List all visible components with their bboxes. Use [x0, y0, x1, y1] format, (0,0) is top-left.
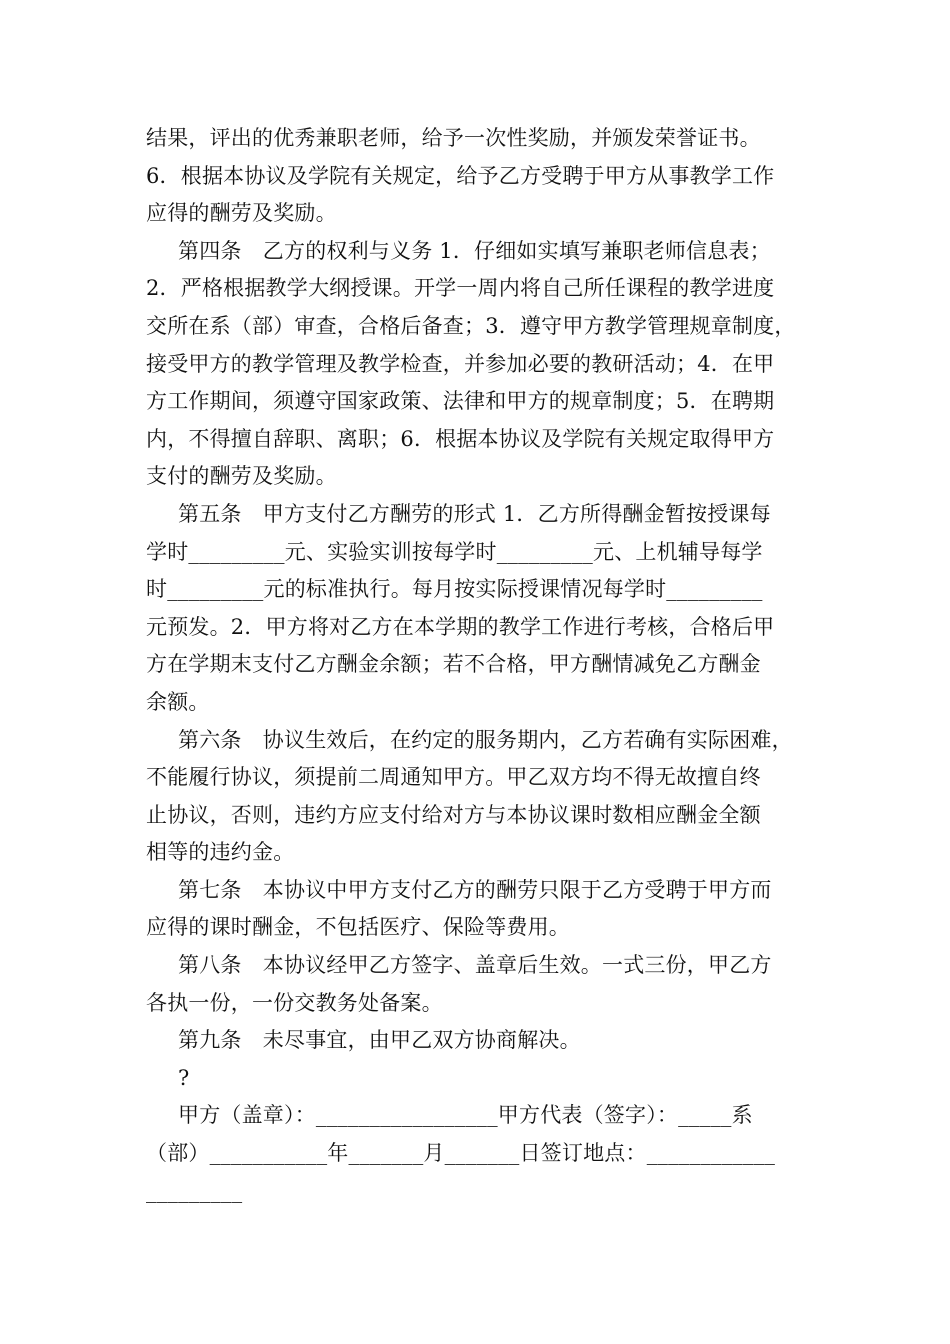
text-line: 各执一份，一份交教务处备案。: [146, 990, 443, 1015]
text-line: 第六条 协议生效后，在约定的服务期内，乙方若确有实际困难，: [178, 727, 793, 752]
text-line: 不能履行协议，须提前二周通知甲方。甲乙双方均不得无故擅自终: [146, 765, 761, 790]
text-line: 应得的课时酬金，不包括医疗、保险等费用。: [146, 915, 570, 940]
document-body: [146, 120, 806, 1210]
text-line: 内，不得擅自辞职、离职；6．根据本协议及学院有关规定取得甲方: [146, 426, 775, 451]
text-line: 应得的酬劳及奖励。: [146, 201, 337, 226]
text-line: 第九条 未尽事宜，由甲乙双方协商解决。: [178, 1028, 581, 1053]
text-line: 余额。: [146, 689, 210, 714]
text-line: 第八条 本协议经甲乙方签字、盖章后生效。一式三份，甲乙方: [178, 953, 772, 978]
text-line: 相等的违约金。: [146, 840, 295, 865]
text-line: 止协议，否则，违约方应支付给对方与本协议课时数相应酬金全额: [146, 802, 761, 827]
text-line: 第五条 甲方支付乙方酬劳的形式 1．乙方所得酬金暂按授课每: [178, 501, 771, 526]
text-line: 第七条 本协议中甲方支付乙方的酬劳只限于乙方受聘于甲方而: [178, 877, 772, 902]
text-line: 学时_________元、实验实训按每学时_________元、上机辅导每学: [146, 539, 763, 564]
text-line: 结果，评出的优秀兼职老师，给予一次性奖励，并颁发荣誉证书。: [146, 126, 761, 150]
text-line: 时_________元的标准执行。每月按实际授课情况每学时_________: [146, 577, 763, 602]
text-line: _________: [146, 1178, 243, 1203]
text-line: 甲方（盖章）：_________________甲方代表（签字）：_____系: [178, 1103, 753, 1128]
text-line: 支付的酬劳及奖励。: [146, 464, 337, 489]
text-line: 接受甲方的教学管理及教学检查，并参加必要的教研活动；4．在甲: [146, 351, 775, 376]
text-line: 元预发。2．甲方将对乙方在本学期的教学工作进行考核，合格后甲: [146, 614, 775, 639]
text-line: 6．根据本协议及学院有关规定，给予乙方受聘于甲方从事教学工作: [146, 163, 775, 188]
text-line: 第四条 乙方的权利与义务 1．仔细如实填写兼职老师信息表；: [178, 238, 771, 263]
text-line: 2．严格根据教学大纲授课。开学一周内将自己所任课程的教学进度: [146, 276, 775, 301]
text-line: （部）___________年_______月_______日签订地点：____________: [146, 1141, 776, 1166]
text-line: 交所在系（部）审查，合格后备查；3．遵守甲方教学管理规章制度，: [146, 313, 796, 338]
text-line: 方工作期间，须遵守国家政策、法律和甲方的规章制度；5．在聘期: [146, 389, 775, 414]
text-line: 方在学期末支付乙方酬金余额；若不合格，甲方酬情减免乙方酬金: [146, 652, 761, 677]
text-line: ?: [178, 1065, 190, 1090]
